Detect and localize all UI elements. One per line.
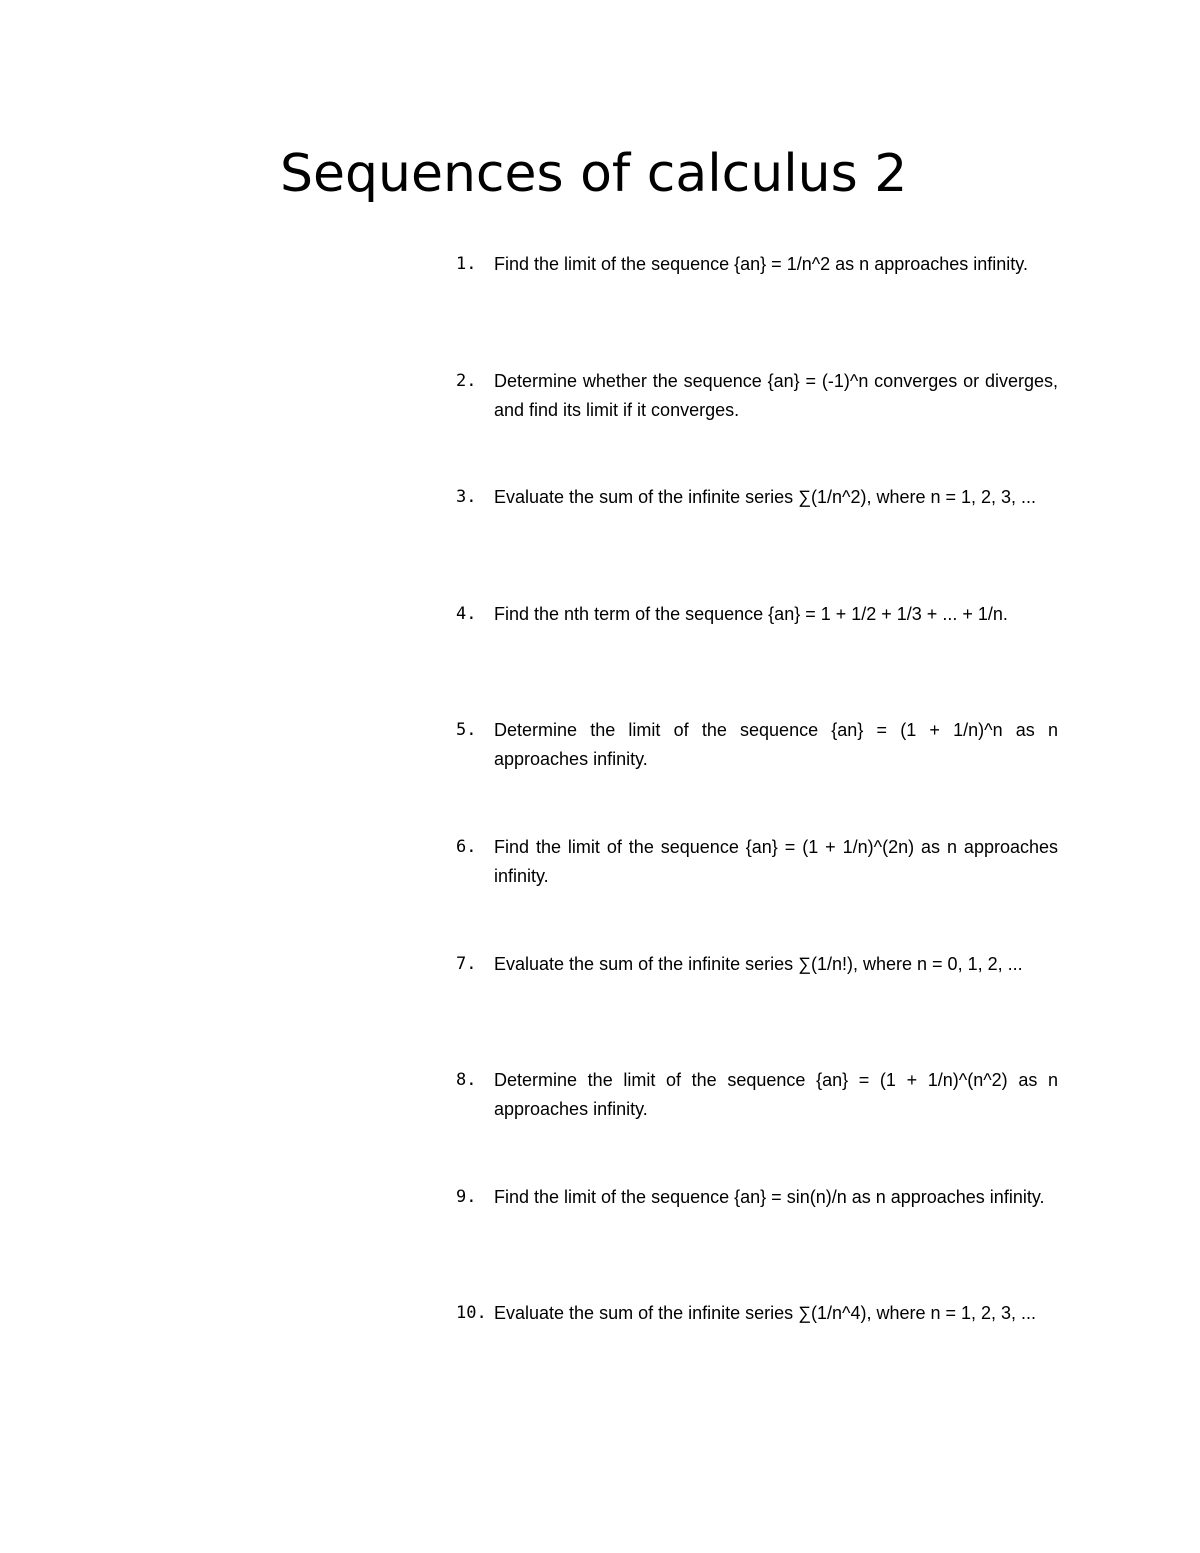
question-text: Find the limit of the sequence {an} = sin(n)/n as n approaches infinity. bbox=[494, 1186, 1045, 1207]
question-item bbox=[452, 716, 1058, 804]
question-number: 9. bbox=[456, 1186, 477, 1207]
question-item bbox=[452, 367, 1058, 455]
question-text: Evaluate the sum of the infinite series ∑(1/n!), where n = 0, 1, 2, ... bbox=[494, 953, 1023, 974]
question-item bbox=[452, 1066, 1058, 1154]
question-text: Determine the limit of the sequence {an} = (1 + 1/n)^n as n approaches infinity. bbox=[494, 720, 1058, 770]
question-item bbox=[452, 600, 1058, 688]
question-item bbox=[452, 1299, 1058, 1387]
question-number: 4. bbox=[456, 603, 477, 624]
question-text: Find the nth term of the sequence {an} = 1 + 1/2 + 1/3 + ... + 1/n. bbox=[494, 603, 1008, 624]
question-item bbox=[452, 950, 1058, 1038]
question-text: Find the limit of the sequence {an} = 1/n^2 as n approaches infinity. bbox=[494, 254, 1028, 274]
question-number: 7. bbox=[456, 953, 477, 974]
question-item bbox=[452, 483, 1058, 571]
question-number: 10. bbox=[456, 1303, 487, 1324]
question-text: Determine the limit of the sequence {an} = (1 + 1/n)^(n^2) as n approaches infinity. bbox=[494, 1070, 1058, 1120]
question-number: 8. bbox=[456, 1070, 477, 1091]
question-text: Find the limit of the sequence {an} = (1 + 1/n)^(2n) as n approaches infinity. bbox=[494, 836, 1058, 886]
question-item bbox=[452, 250, 1058, 338]
question-number: 3. bbox=[456, 487, 477, 508]
question-list bbox=[452, 250, 1058, 1416]
question-number: 5. bbox=[456, 720, 477, 741]
question-text: Evaluate the sum of the infinite series ∑(1/n^2), where n = 1, 2, 3, ... bbox=[494, 487, 1037, 508]
question-number: 6. bbox=[456, 836, 477, 857]
question-number: 2. bbox=[456, 370, 477, 391]
page-title: Sequences of calculus 2 bbox=[280, 144, 908, 204]
question-item bbox=[452, 1183, 1058, 1271]
question-text: Evaluate the sum of the infinite series ∑(1/n^4), where n = 1, 2, 3, ... bbox=[494, 1303, 1037, 1324]
question-item bbox=[452, 833, 1058, 921]
question-number: 1. bbox=[456, 254, 477, 274]
question-text: Determine whether the sequence {an} = (-1)^n converges or diverges, and find its limit if it converges. bbox=[494, 370, 1058, 420]
